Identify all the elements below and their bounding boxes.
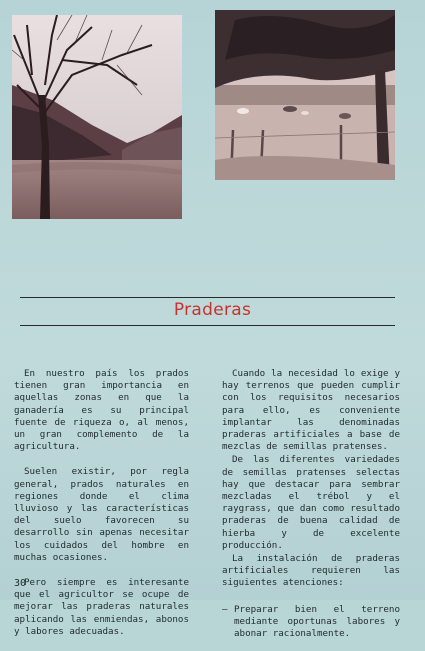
text-column-left: [14, 368, 189, 651]
title-rule-bottom: [20, 325, 395, 326]
title-rule-top: [20, 297, 395, 298]
photo-pasture-cows: [215, 10, 395, 180]
paragraph: Suelen existir, por regla general, prados naturales en regiones donde el clima lluvioso y las características del suelo favorecen su desarrollo sin apenas necesitar los cuidados del hombre en muchas ocasiones.: [14, 466, 189, 563]
page-title: Praderas: [173, 300, 252, 320]
paragraph: De las diferentes variedades de semillas pratenses selectas hay que destacar para sembrar mezcladas el trébol y el raygrass, que dan como resultado praderas de buena calidad de hierba y de excelente producción.: [222, 454, 400, 551]
list-item: [222, 604, 400, 641]
page-number: 30: [14, 578, 27, 589]
text-column-right: [222, 368, 400, 640]
paragraph: Cuando la necesidad lo exige y hay terrenos que pueden cumplir con los requisitos necesarios para ello, es conveniente implantar las denominadas praderas artificiales a base de mezclas de semillas pratenses.: [222, 368, 400, 453]
dash-bullet: —: [222, 603, 228, 615]
paragraph: Pero siempre es interesante que el agricultor se ocupe de mejorar las praderas naturales aplicando las enmiendas, abonos y labores adecuadas.: [14, 577, 189, 637]
paragraph: La instalación de praderas artificiales requieren las siguientes atenciones:: [222, 553, 400, 589]
list-item-text: Preparar bien el terreno mediante oportunas labores y abonar racionalmente.: [234, 603, 400, 640]
paragraph: En nuestro país los prados tienen gran importancia en aquellas zonas en que la ganadería es su principal fuente de riqueza o, al menos, un gran complemento de la agricultura.: [14, 368, 189, 453]
photo-valley-tree: [12, 15, 182, 219]
